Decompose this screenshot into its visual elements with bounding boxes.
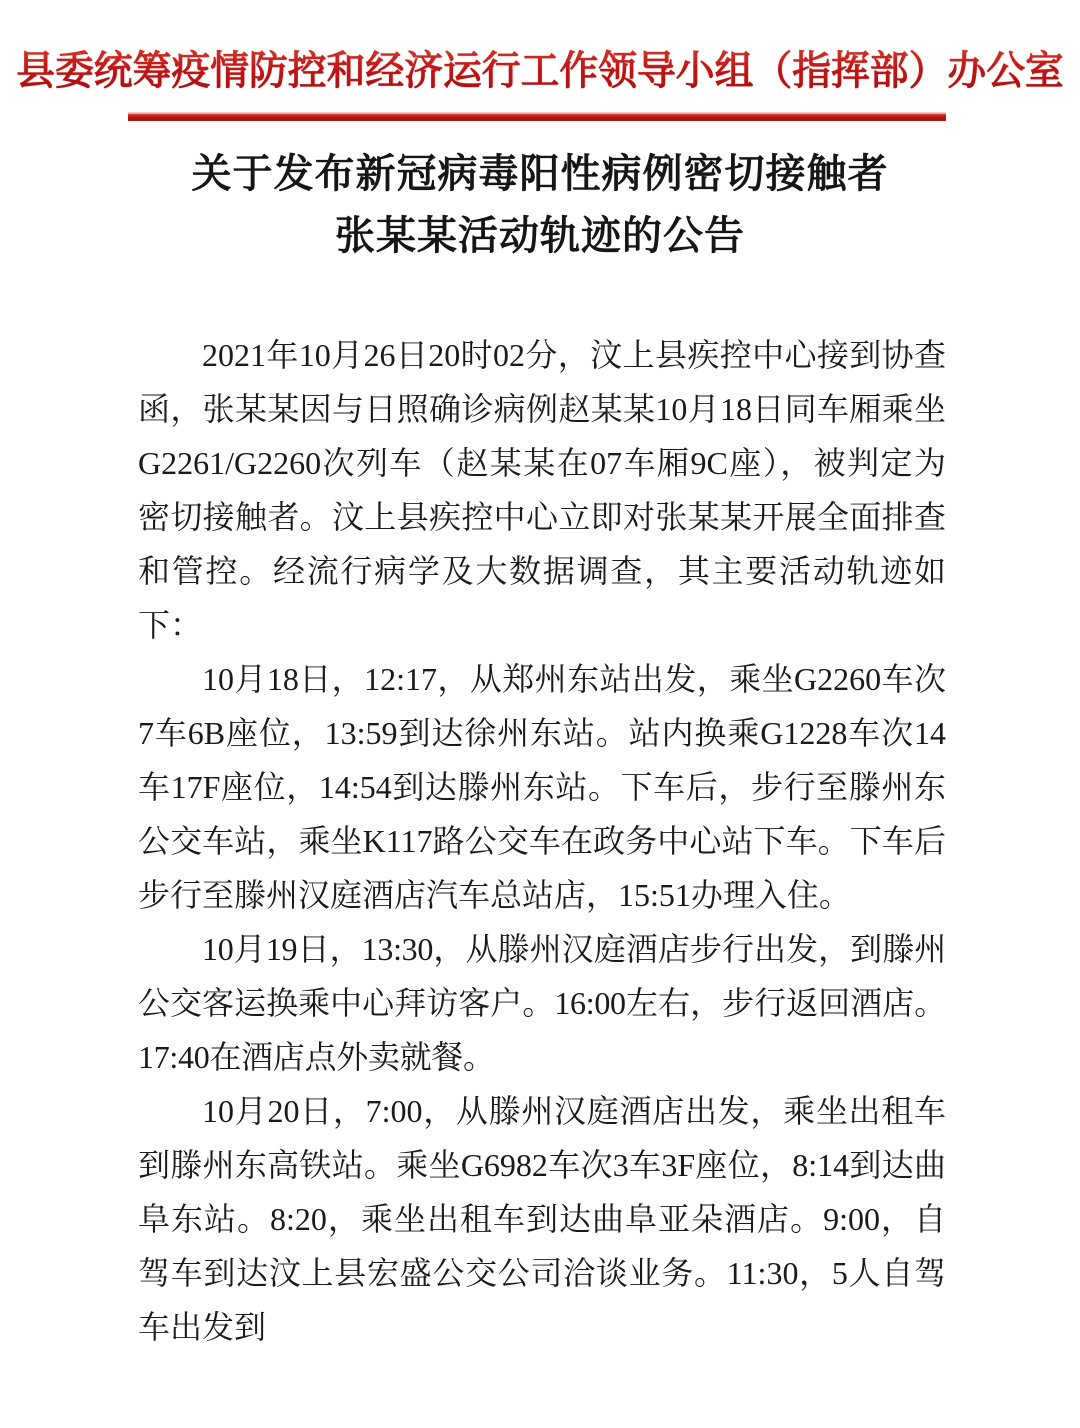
header-divider-rule	[128, 112, 946, 121]
page-title-line-2: 张某某活动轨迹的公告	[335, 214, 745, 258]
body-paragraph: 10月20日，7:00，从滕州汉庭酒店出发，乘坐出租车到滕州东高铁站。乘坐G6982车次3车3F座位，8:14到达曲阜东站。8:20，乘坐出租车到达曲阜亚朵酒店。9:00，自驾车到达汶上县宏盛公交公司洽谈业务。11:30，5人自驾车出发到	[138, 1093, 946, 1345]
body-paragraph: 2021年10月26日20时02分，汶上县疾控中心接到协查函，张某某因与日照确诊病例赵某某10月18日同车厢乘坐G2261/G2260次列车（赵某某在07车厢9C座），被判定为密切接触者。汶上县疾控中心立即对张某某开展全面排查和管控。经流行病学及大数据调查，其主要活动轨迹如下：	[138, 337, 946, 643]
body-paragraph: 10月19日，13:30，从滕州汉庭酒店步行出发，到滕州公交客运换乘中心拜访客户。16:00左右，步行返回酒店。17:40在酒店点外卖就餐。	[138, 931, 946, 1075]
page-title	[0, 143, 1080, 267]
body-paragraph: 10月18日，12:17，从郑州东站出发，乘坐G2260车次7车6B座位，13:59到达徐州东站。站内换乘G1228车次14车17F座位，14:54到达滕州东站。下车后，步行至滕州东公交车站，乘坐K117路公交车在政务中心站下车。下车后步行至滕州汉庭酒店汽车总站店，15:51办理入住。	[138, 661, 946, 913]
masthead	[0, 48, 1080, 95]
announcement-body	[138, 328, 946, 1354]
issuing-office-title: 县委统筹疫情防控和经济运行工作领导小组（指挥部）办公室	[16, 48, 1064, 95]
page-title-line-1: 关于发布新冠病毒阳性病例密切接触者	[191, 152, 889, 196]
